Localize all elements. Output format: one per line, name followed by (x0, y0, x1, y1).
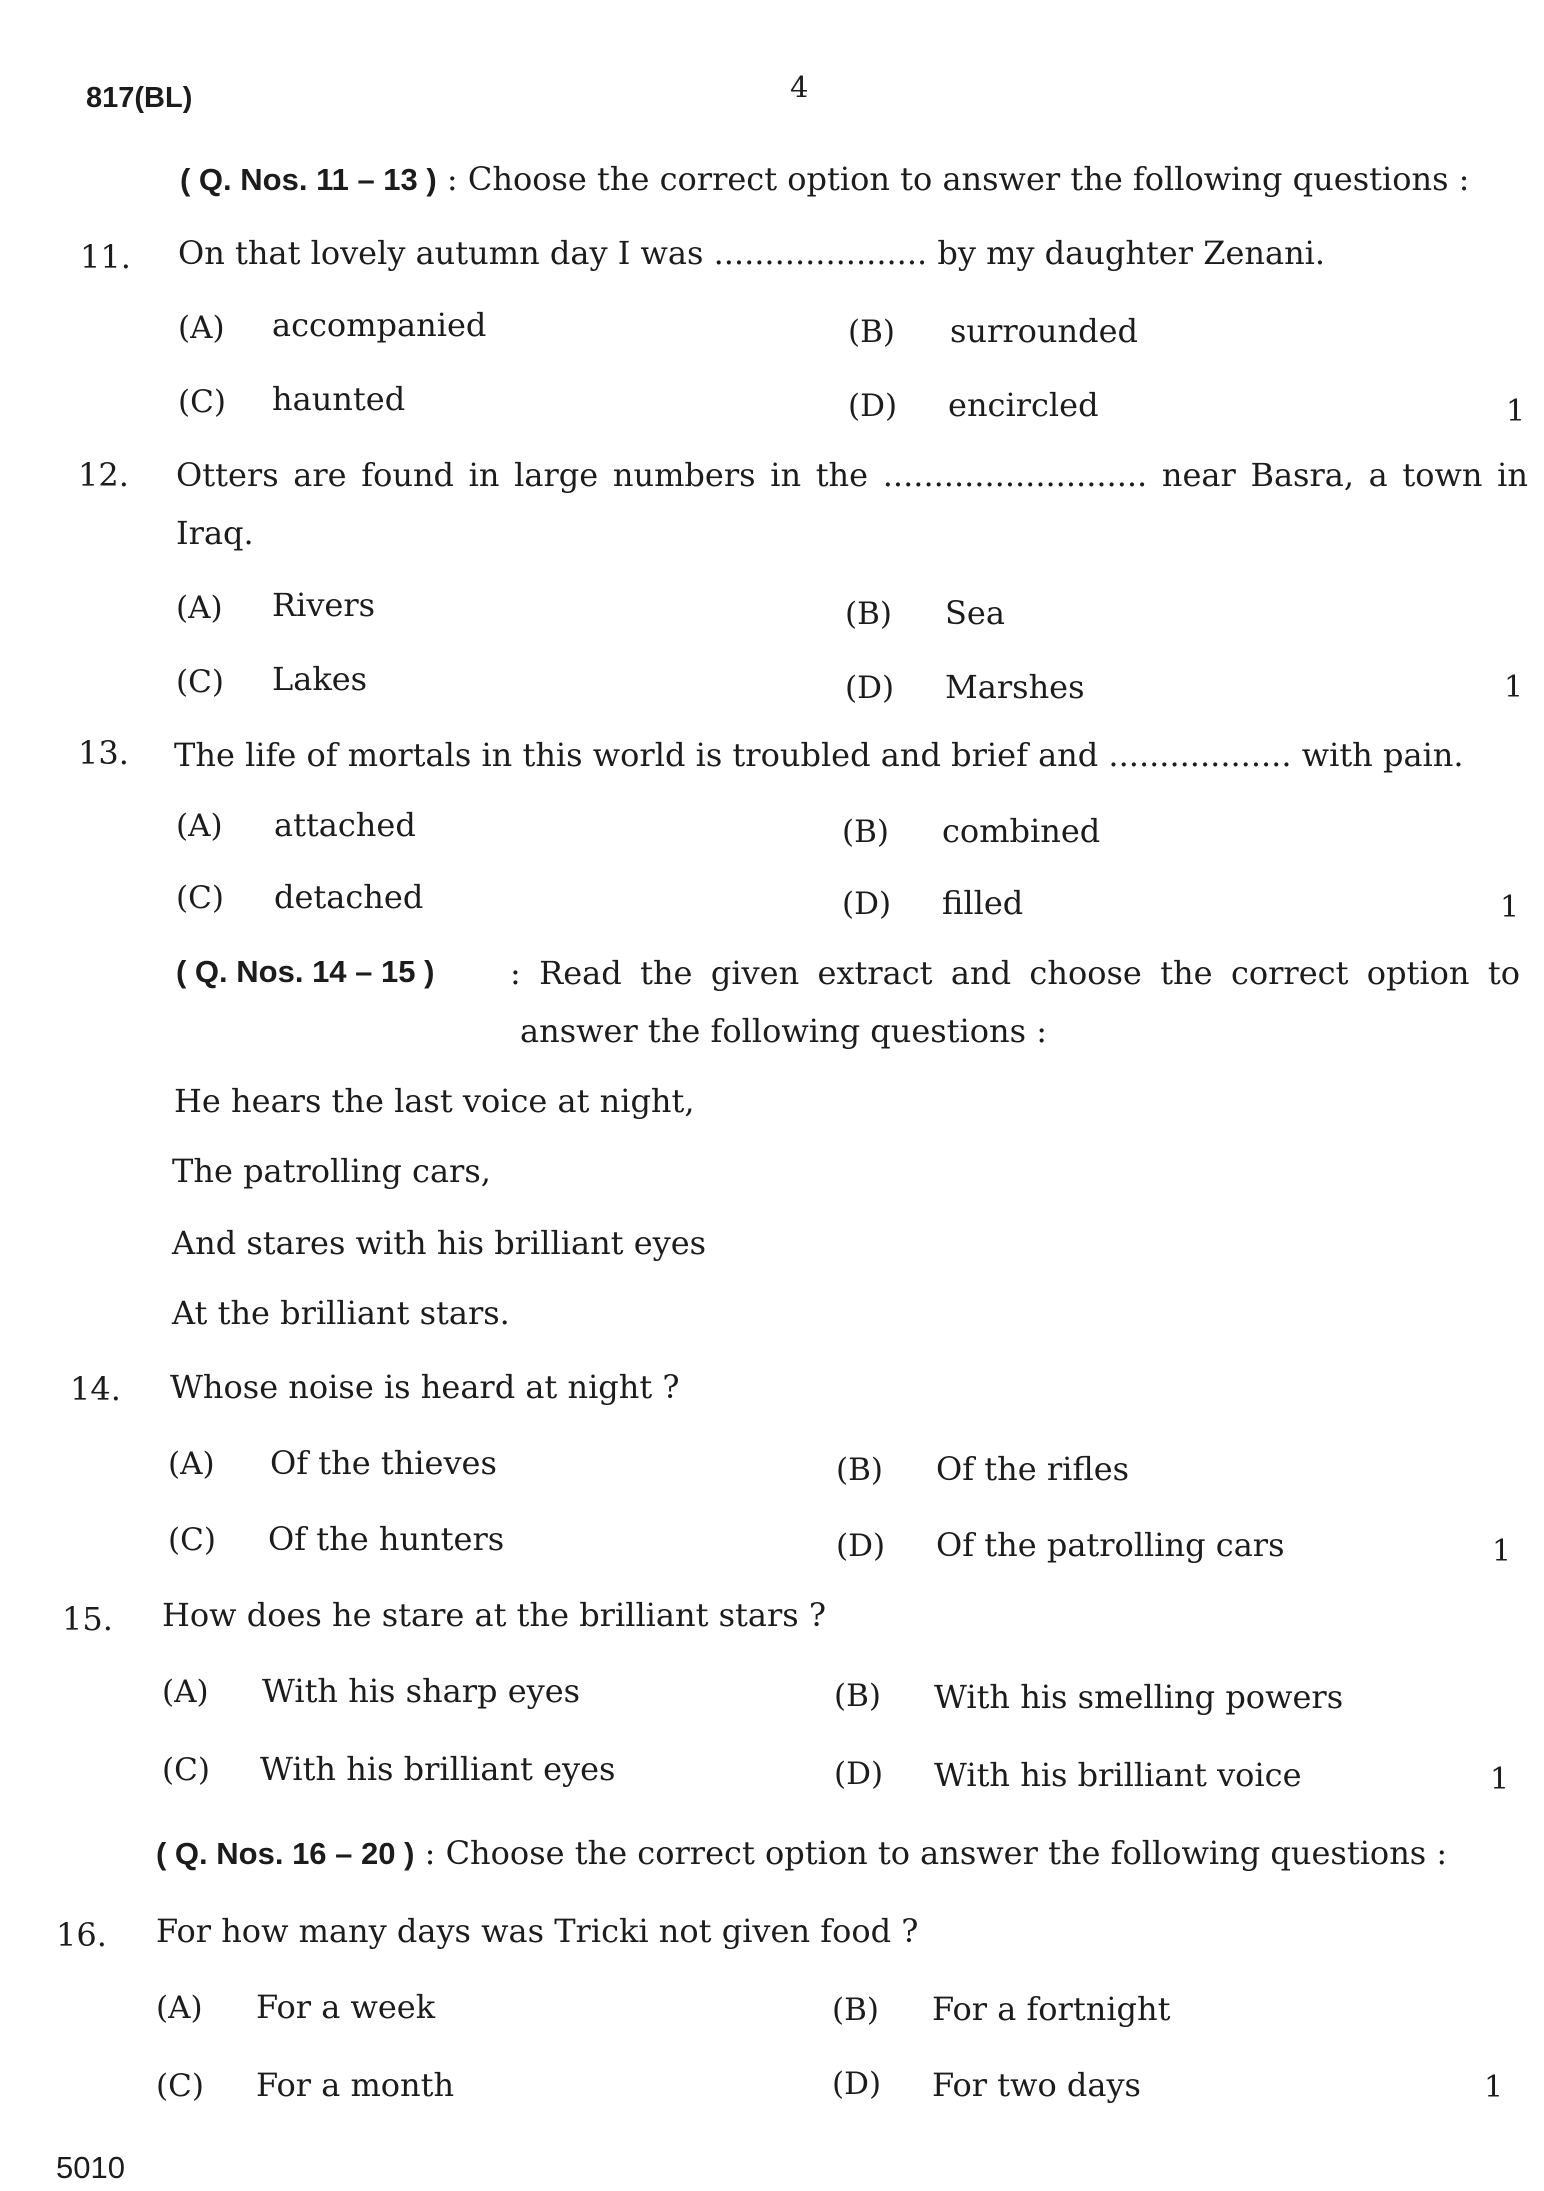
marks: 1 (1490, 1762, 1510, 1797)
question-text: How does he stare at the brilliant stars ? (162, 1596, 827, 1634)
question-number: 14. (70, 1370, 121, 1408)
question-text-cont: Iraq. (176, 514, 254, 552)
option-key: (D) (832, 2066, 882, 2102)
option-key: (D) (834, 1756, 884, 1792)
option-key: (A) (176, 590, 223, 626)
section-tag: ( Q. Nos. 14 – 15 ) (176, 954, 435, 989)
question-number: 11. (80, 238, 131, 276)
poem-line: He hears the last voice at night, (174, 1082, 695, 1120)
option-text: Of the thieves (270, 1444, 497, 1482)
marks: 1 (1484, 2070, 1504, 2105)
option-key: (D) (845, 670, 895, 706)
marks: 1 (1492, 1534, 1512, 1569)
option-key: (C) (176, 664, 224, 700)
section-instruction (156, 1834, 1447, 1872)
option-key: (B) (836, 1452, 883, 1488)
option-key: (B) (845, 596, 892, 632)
marks: 1 (1504, 670, 1524, 705)
option-key: (A) (168, 1446, 215, 1482)
option-key: (C) (176, 880, 224, 916)
option-key: (C) (178, 384, 226, 420)
question-number: 13. (78, 734, 129, 772)
option-key: (C) (156, 2068, 204, 2104)
option-key: (A) (178, 310, 225, 346)
poem-line: At the brilliant stars. (172, 1294, 510, 1332)
option-text: Of the patrolling cars (936, 1526, 1285, 1564)
section-instruction (176, 952, 434, 990)
option-text: Lakes (272, 660, 368, 698)
option-text: Of the hunters (268, 1520, 505, 1558)
question-text: Otters are found in large numbers in the .......................... near Basra, a town in (176, 456, 1528, 494)
question-text: On that lovely autumn day I was ..................... by my daughter Zenani. (178, 234, 1326, 272)
option-key: (D) (848, 388, 898, 424)
section-text-cont: answer the following questions : (520, 1012, 1048, 1050)
option-key: (A) (176, 808, 223, 844)
option-text: haunted (272, 380, 406, 418)
option-key: (A) (162, 1674, 209, 1710)
option-text: surrounded (950, 312, 1139, 350)
option-text: Sea (945, 594, 1005, 632)
question-number: 16. (56, 1916, 107, 1954)
option-text: detached (274, 878, 424, 916)
option-text: Rivers (272, 586, 376, 624)
page-number: 4 (790, 70, 809, 104)
option-key: (B) (832, 1992, 879, 2028)
option-text: With his brilliant voice (934, 1756, 1302, 1794)
option-text: accompanied (272, 306, 487, 344)
section-tag: ( Q. Nos. 11 – 13 ) (180, 162, 437, 197)
option-text: Of the rifles (936, 1450, 1130, 1488)
section-instruction (180, 160, 1469, 198)
section-text: : Choose the correct option to answer the following questions : (424, 1834, 1448, 1872)
question-text: For how many days was Tricki not given food ? (156, 1912, 919, 1950)
question-number: 15. (62, 1600, 113, 1638)
option-text: With his sharp eyes (262, 1672, 581, 1710)
paper-code: 817(BL) (86, 82, 193, 114)
option-key: (B) (842, 814, 889, 850)
section-text: : Choose the correct option to answer the following questions : (446, 160, 1470, 198)
question-text: Whose noise is heard at night ? (170, 1368, 680, 1406)
question-text: The life of mortals in this world is troubled and brief and .................. with pain. (174, 736, 1464, 774)
marks: 1 (1500, 890, 1520, 925)
option-text: For a fortnight (932, 1990, 1171, 2028)
option-text: filled (942, 884, 1024, 922)
poem-line: And stares with his brilliant eyes (172, 1224, 707, 1262)
option-key: (D) (842, 886, 892, 922)
footer-code: 5010 (56, 2150, 125, 2185)
option-text: With his brilliant eyes (260, 1750, 616, 1788)
option-key: (A) (156, 1990, 203, 2026)
poem-line: The patrolling cars, (172, 1152, 491, 1190)
option-key: (D) (836, 1528, 886, 1564)
question-number: 12. (78, 456, 129, 494)
option-key: (B) (834, 1678, 881, 1714)
option-text: attached (274, 806, 416, 844)
option-key: (C) (162, 1752, 210, 1788)
option-text: For a week (256, 1988, 436, 2026)
section-text: : Read the given extract and choose the correct option to (510, 954, 1520, 992)
marks: 1 (1506, 394, 1526, 429)
option-key: (B) (848, 314, 895, 350)
option-text: For two days (932, 2066, 1141, 2104)
option-text: For a month (256, 2066, 455, 2104)
option-text: combined (942, 812, 1101, 850)
section-tag: ( Q. Nos. 16 – 20 ) (156, 1836, 415, 1871)
option-text: encircled (948, 386, 1099, 424)
option-key: (C) (168, 1522, 216, 1558)
option-text: Marshes (945, 668, 1085, 706)
option-text: With his smelling powers (934, 1678, 1344, 1716)
